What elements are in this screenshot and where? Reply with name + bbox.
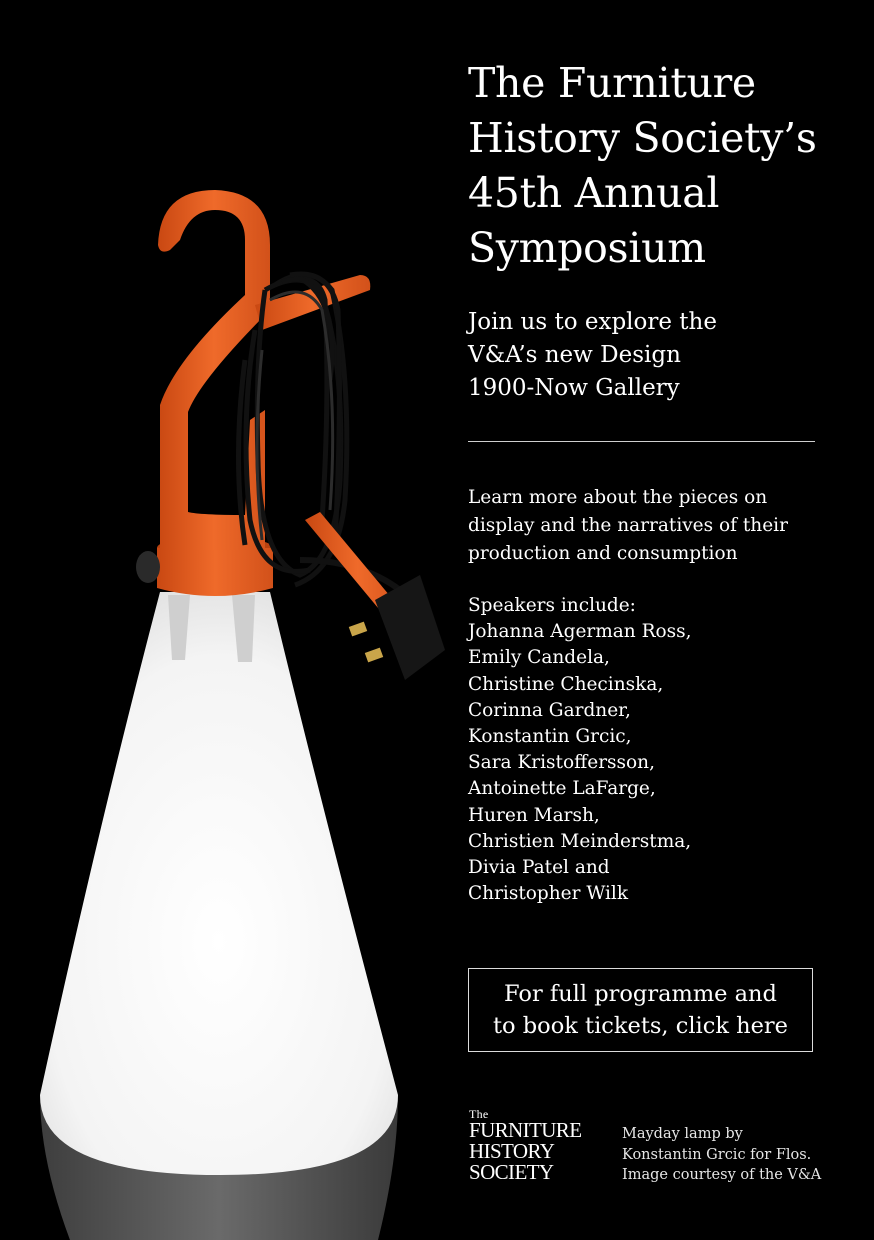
learn-line: Learn more about the pieces on <box>468 487 768 508</box>
caption-line: Konstantin Grcic for Flos. <box>622 1146 812 1163</box>
divider <box>468 441 815 442</box>
speaker-name: Emily Candela, <box>468 647 610 669</box>
title-line: The Furniture <box>468 59 756 107</box>
speaker-name: Johanna Agerman Ross, <box>468 621 692 643</box>
logo-word: HISTORY <box>469 1139 555 1163</box>
logo-word: FURNITURE <box>469 1118 582 1142</box>
speakers-heading: Speakers include: <box>468 595 636 616</box>
logo-the: The <box>469 1107 489 1121</box>
intro-line: 1900-Now Gallery <box>468 375 680 401</box>
furniture-history-society-logo <box>469 1108 614 1183</box>
learn-line: production and consumption <box>468 543 738 564</box>
speaker-name: Christine Checinska, <box>468 673 664 695</box>
title-line: History Society’s <box>468 114 817 162</box>
speaker-name: Antoinette LaFarge, <box>468 778 656 800</box>
speaker-name: Christopher Wilk <box>468 883 629 905</box>
learn-more-text <box>468 484 838 568</box>
caption-line: Image courtesy of the V&A <box>622 1167 822 1183</box>
title-line: 45th Annual <box>468 169 720 217</box>
speaker-name: Corinna Gardner, <box>468 699 631 721</box>
intro-line: Join us to explore the <box>468 309 717 335</box>
cta-line: For full programme and <box>504 981 777 1007</box>
speaker-name: Christien Meinderstma, <box>468 830 692 852</box>
speakers-list <box>468 593 838 907</box>
speaker-name: Sara Kristoffersson, <box>468 752 655 774</box>
intro-text <box>468 306 828 405</box>
logo-word: SOCIETY <box>469 1160 554 1184</box>
book-tickets-button[interactable] <box>468 968 813 1052</box>
learn-line: display and the narratives of their <box>468 515 788 536</box>
intro-line: V&A’s new Design <box>468 342 681 368</box>
speaker-name: Konstantin Grcic, <box>468 726 632 748</box>
speaker-name: Huren Marsh, <box>468 804 600 826</box>
cta-line: to book tickets, click here <box>493 1013 788 1039</box>
title-line: Symposium <box>468 224 706 272</box>
symposium-title <box>468 56 848 276</box>
image-caption <box>622 1124 862 1186</box>
speaker-name: Divia Patel and <box>468 857 610 879</box>
caption-line: Mayday lamp by <box>622 1126 743 1142</box>
